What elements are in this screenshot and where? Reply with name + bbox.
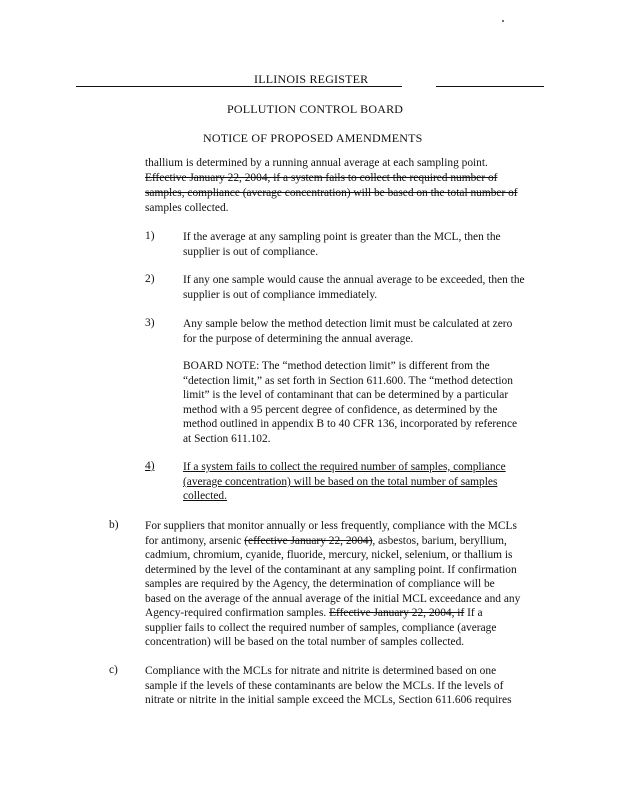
intro-line-4: samples collected.	[145, 202, 229, 214]
section-b-line-2	[145, 534, 507, 549]
item-3-number: 3)	[145, 317, 155, 329]
section-b-line-9: concentration) will be based on the total number of samples collected.	[145, 636, 465, 648]
section-c-line-1: Compliance with the MCLs for nitrate and nitrite is determined based on one	[145, 665, 497, 677]
header-rule-left	[76, 86, 402, 87]
section-b-line-7a: Agency-required confirmation samples.	[145, 607, 330, 619]
section-b-line-3: cadmium, chromium, cyanide, fluoride, mercury, nickel, selenium, or thallium is	[145, 549, 513, 561]
board-note-line-3: limit” is the level of contaminant that can be determined by a particular	[183, 389, 509, 401]
section-b-line-7b: If a	[464, 607, 483, 619]
item-1-line-1: If the average at any sampling point is greater than the MCL, then the	[183, 231, 501, 243]
item-4-number: 4)	[145, 460, 155, 472]
item-4-line-2: (average concentration) will be based on the total number of samples	[183, 476, 498, 488]
section-b-line-2a: for antimony, arsenic	[145, 535, 245, 547]
board-note-line-1: BOARD NOTE: The “method detection limit” is different from the	[183, 360, 490, 372]
section-c-label: c)	[109, 664, 118, 676]
register-title: ILLINOIS REGISTER	[254, 72, 369, 86]
header-rule-right	[436, 86, 544, 87]
section-b-line-7-deleted: Effective January 22, 2004, if	[329, 607, 465, 619]
board-title: POLLUTION CONTROL BOARD	[227, 102, 404, 116]
intro-line-1: thallium is determined by a running annual average at each sampling point.	[145, 157, 488, 169]
section-b-line-6: based on the average of the annual average of the initial MCL exceedance and any	[145, 593, 521, 605]
section-b-line-5: samples are required by the Agency, the determination of compliance will be	[145, 578, 495, 590]
intro-line-3-deleted: samples, compliance (average concentration) will be based on the total number of	[145, 187, 518, 199]
section-b-label: b)	[109, 519, 119, 531]
intro-line-2-deleted: Effective January 22, 2004, if a system fails to collect the required number of	[145, 172, 498, 184]
item-2-line-1: If any one sample would cause the annual average to be exceeded, then the	[183, 274, 525, 286]
section-b-line-1: For suppliers that monitor annually or less frequently, compliance with the MCLs	[145, 520, 517, 532]
section-c-line-2: sample if the levels of these contaminants are below the MCLs. If the levels of	[145, 680, 504, 692]
board-note-line-5: method outlined in appendix B to 40 CFR 136, incorporated by reference	[183, 418, 518, 430]
item-2-line-2: supplier is out of compliance immediately.	[183, 289, 378, 301]
board-note-line-6: at Section 611.102.	[183, 433, 271, 445]
section-b-line-2b: , asbestos, barium, beryllium,	[372, 535, 507, 547]
section-c-line-3: nitrate or nitrite in the initial sample exceed the MCLs, Section 611.606 requires	[145, 694, 512, 706]
board-note-line-2: “detection limit,” as set forth in Section 611.600. The “method detection	[183, 375, 513, 387]
section-b-line-7	[145, 606, 483, 621]
board-note-line-4: method with a 95 percent degree of confidence, as determined by the	[183, 404, 498, 416]
item-4-line-3: collected.	[183, 490, 227, 502]
item-1-line-2: supplier is out of compliance.	[183, 246, 319, 258]
notice-title: NOTICE OF PROPOSED AMENDMENTS	[203, 131, 423, 145]
item-3-line-2: for the purpose of determining the annual average.	[183, 333, 414, 345]
section-b-line-4: determined by the level of the contaminant at any sampling point. If confirmation	[145, 564, 517, 576]
item-4-line-1: If a system fails to collect the required number of samples, compliance	[183, 461, 506, 473]
item-1-number: 1)	[145, 230, 155, 242]
section-b-line-2-deleted: (effective January 22, 2004)	[244, 535, 373, 547]
section-b-line-8: supplier fails to collect the required number of samples, compliance (average	[145, 622, 497, 634]
item-2-number: 2)	[145, 273, 155, 285]
item-3-line-1: Any sample below the method detection limit must be calculated at zero	[183, 318, 513, 330]
scan-speck	[502, 20, 504, 22]
